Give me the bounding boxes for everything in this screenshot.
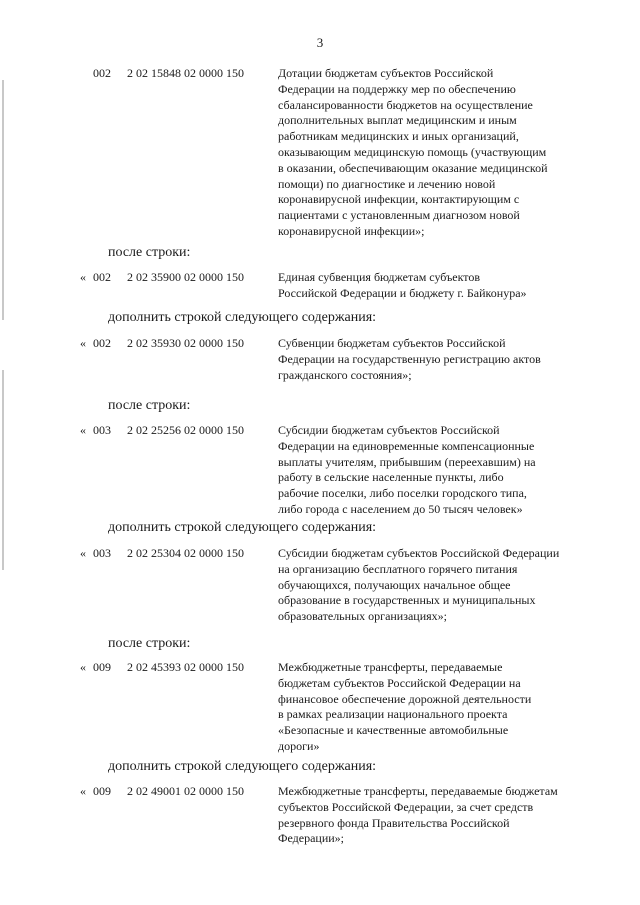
description-line: гражданского состояния»; xyxy=(278,367,412,382)
description-line: бюджетам субъектов Российской Федерации на xyxy=(278,675,521,690)
row-description xyxy=(278,423,578,518)
page-number: 3 xyxy=(316,35,324,50)
description-line: в рамках реализации национального проекта xyxy=(278,707,508,722)
description-line: дополнительных выплат медицинским и иным xyxy=(278,113,517,128)
scan-margin-mark xyxy=(2,370,4,570)
description-line: коронавирусной инфекции»; xyxy=(278,223,425,238)
opening-quote: « xyxy=(80,270,86,284)
row-description xyxy=(278,784,578,847)
description-line: выплаты учителям, прибывшим (переехавшим) на xyxy=(278,454,536,469)
row-description xyxy=(278,66,578,240)
budget-classification-code: 2 02 25256 02 0000 150 xyxy=(127,423,244,437)
description-line: Федерации на поддержку мер по обеспечению xyxy=(278,81,516,96)
description-line: финансовое обеспечение дорожной деятельности xyxy=(278,691,532,706)
admin-code: 002 xyxy=(93,336,111,350)
description-line: Субсидии бюджетам субъектов Российской xyxy=(278,423,500,437)
description-line: образование в государственных и муниципальных xyxy=(278,593,536,608)
budget-classification-code: 2 02 45393 02 0000 150 xyxy=(127,660,244,674)
description-line: Дотации бюджетам субъектов Российской xyxy=(278,66,494,80)
opening-quote: « xyxy=(80,423,86,437)
row-description xyxy=(278,336,578,383)
opening-quote: « xyxy=(80,546,86,560)
description-line: помощи) по диагностике и лечению новой xyxy=(278,176,496,191)
description-line: Федерации на единовременные компенсационные xyxy=(278,438,535,453)
row-description xyxy=(278,270,578,302)
section-heading: дополнить строкой следующего содержания: xyxy=(108,520,377,535)
description-line: обучающихся, получающих начальное общее xyxy=(278,577,511,592)
description-line: работу в сельские населенные пункты, либо xyxy=(278,470,504,485)
section-heading: дополнить строкой следующего содержания: xyxy=(108,759,377,774)
description-line: Субвенции бюджетам субъектов Российской xyxy=(278,336,506,350)
description-line: Межбюджетные трансферты, передаваемые бюджетам xyxy=(278,784,558,798)
description-line: «Безопасные и качественные автомобильные xyxy=(278,723,509,738)
description-line: образовательных организациях»; xyxy=(278,609,447,624)
description-line: работникам медицинских и иных организаций, xyxy=(278,129,519,144)
section-heading: после строки: xyxy=(108,245,191,260)
budget-classification-code: 2 02 15848 02 0000 150 xyxy=(127,66,244,80)
section-heading: после строки: xyxy=(108,398,191,413)
budget-classification-code: 2 02 35930 02 0000 150 xyxy=(127,336,244,350)
description-line: Федерации»; xyxy=(278,831,345,846)
description-line: либо города с населением до 50 тысяч человек» xyxy=(278,501,523,516)
budget-classification-code: 2 02 49001 02 0000 150 xyxy=(127,784,244,798)
description-line: на организацию бесплатного горячего питания xyxy=(278,561,518,576)
description-line: Федерации на государственную регистрацию актов xyxy=(278,351,541,366)
admin-code: 009 xyxy=(93,660,111,674)
description-line: в оказании, обеспечивающим оказание медицинской xyxy=(278,160,548,175)
scan-margin-mark xyxy=(2,80,4,320)
description-line: сбалансированности бюджетов на осуществление xyxy=(278,97,533,112)
description-line: Единая субвенция бюджетам субъектов xyxy=(278,270,481,284)
opening-quote: « xyxy=(80,336,86,350)
opening-quote: « xyxy=(80,660,86,674)
description-line: Субсидии бюджетам субъектов Российской Федерации xyxy=(278,546,560,560)
admin-code: 002 xyxy=(93,270,111,284)
section-heading: после строки: xyxy=(108,636,191,651)
description-line: субъектов Российской Федерации, за счет средств xyxy=(278,799,534,814)
row-description xyxy=(278,546,578,625)
admin-code: 009 xyxy=(93,784,111,798)
budget-classification-code: 2 02 35900 02 0000 150 xyxy=(127,270,244,284)
description-line: дороги» xyxy=(278,738,320,753)
admin-code: 003 xyxy=(93,423,111,437)
description-line: Межбюджетные трансферты, передаваемые xyxy=(278,660,503,674)
description-line: резервного фонда Правительства Российской xyxy=(278,815,510,830)
description-line: коронавирусной инфекции, контактирующим с xyxy=(278,192,520,207)
opening-quote: « xyxy=(80,784,86,798)
budget-classification-code: 2 02 25304 02 0000 150 xyxy=(127,546,244,560)
admin-code: 002 xyxy=(93,66,111,80)
row-description xyxy=(278,660,578,755)
description-line: Российской Федерации и бюджету г. Байконура» xyxy=(278,285,527,300)
description-line: пациентами с установленным диагнозом новой xyxy=(278,208,520,223)
section-heading: дополнить строкой следующего содержания: xyxy=(108,310,377,325)
description-line: оказывающим медицинскую помощь (участвующим xyxy=(278,144,547,159)
admin-code: 003 xyxy=(93,546,111,560)
description-line: рабочие поселки, либо поселки городского типа, xyxy=(278,486,527,501)
